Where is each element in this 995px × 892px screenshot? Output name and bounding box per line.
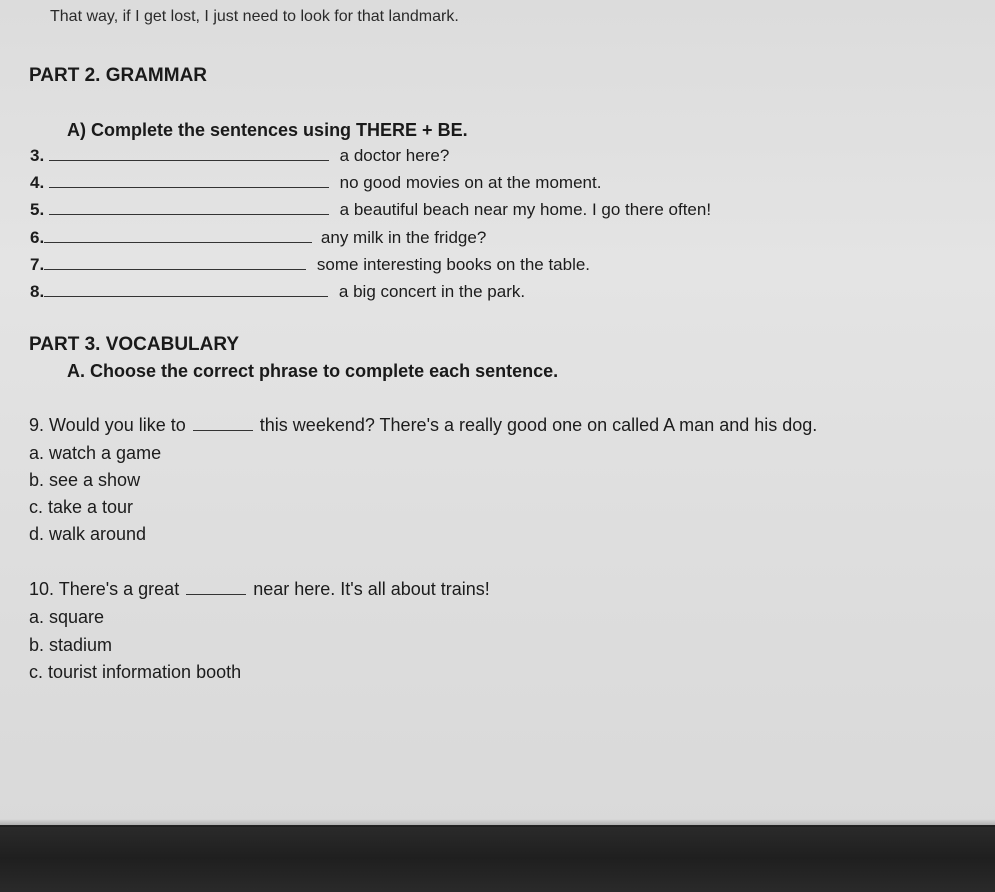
answer-blank[interactable] (49, 186, 329, 188)
item-text: any milk in the fridge? (320, 228, 487, 247)
option-item[interactable]: d. walk around (29, 524, 147, 544)
option-item[interactable]: c. tourist information booth (29, 662, 242, 682)
vocab-question-10 (29, 580, 490, 598)
question-suffix: this weekend? There's a really good one on called A man and his dog. (259, 415, 818, 435)
item-number: 7. (30, 255, 45, 274)
dark-background-edge (0, 825, 995, 892)
item-text: a beautiful beach near my home. I go there often! (339, 200, 712, 219)
option-item[interactable]: a. watch a game (29, 443, 162, 463)
item-number: 4. (30, 173, 45, 192)
top-sentence: That way, if I get lost, I just need to look for that landmark. (50, 8, 459, 25)
option-item[interactable]: a. square (29, 607, 105, 627)
question-prefix: 10. There's a great (29, 579, 180, 599)
item-text: no good movies on at the moment. (339, 173, 602, 192)
option-item[interactable]: b. see a show (29, 470, 141, 490)
question-suffix: near here. It's all about trains! (253, 579, 490, 599)
item-text: a big concert in the park. (338, 282, 526, 301)
answer-blank[interactable] (193, 429, 253, 431)
vocab-question-9 (29, 416, 817, 434)
grammar-item-3 (30, 147, 449, 164)
part2-instruction: A) Complete the sentences using THERE + BE. (67, 120, 468, 140)
item-text: a doctor here? (339, 146, 450, 165)
item-number: 5. (30, 200, 45, 219)
answer-blank[interactable] (49, 213, 329, 215)
question-prefix: 9. Would you like to (29, 415, 186, 435)
grammar-item-7 (30, 256, 590, 273)
grammar-item-5 (30, 201, 711, 218)
answer-blank[interactable] (44, 241, 312, 243)
grammar-item-8 (30, 283, 525, 300)
item-number: 8. (30, 282, 45, 301)
grammar-item-4 (30, 174, 601, 191)
answer-blank[interactable] (44, 268, 306, 270)
option-item[interactable]: b. stadium (29, 635, 113, 655)
item-text: some interesting books on the table. (316, 255, 591, 274)
item-number: 3. (30, 146, 45, 165)
part2-heading: PART 2. GRAMMAR (29, 65, 208, 86)
item-number: 6. (30, 228, 45, 247)
option-item[interactable]: c. take a tour (29, 497, 134, 517)
part3-instruction: A. Choose the correct phrase to complete each sentence. (67, 361, 559, 381)
answer-blank[interactable] (186, 593, 246, 595)
part3-heading: PART 3. VOCABULARY (29, 334, 240, 355)
answer-blank[interactable] (44, 295, 328, 297)
grammar-item-6 (30, 229, 486, 246)
answer-blank[interactable] (49, 159, 329, 161)
